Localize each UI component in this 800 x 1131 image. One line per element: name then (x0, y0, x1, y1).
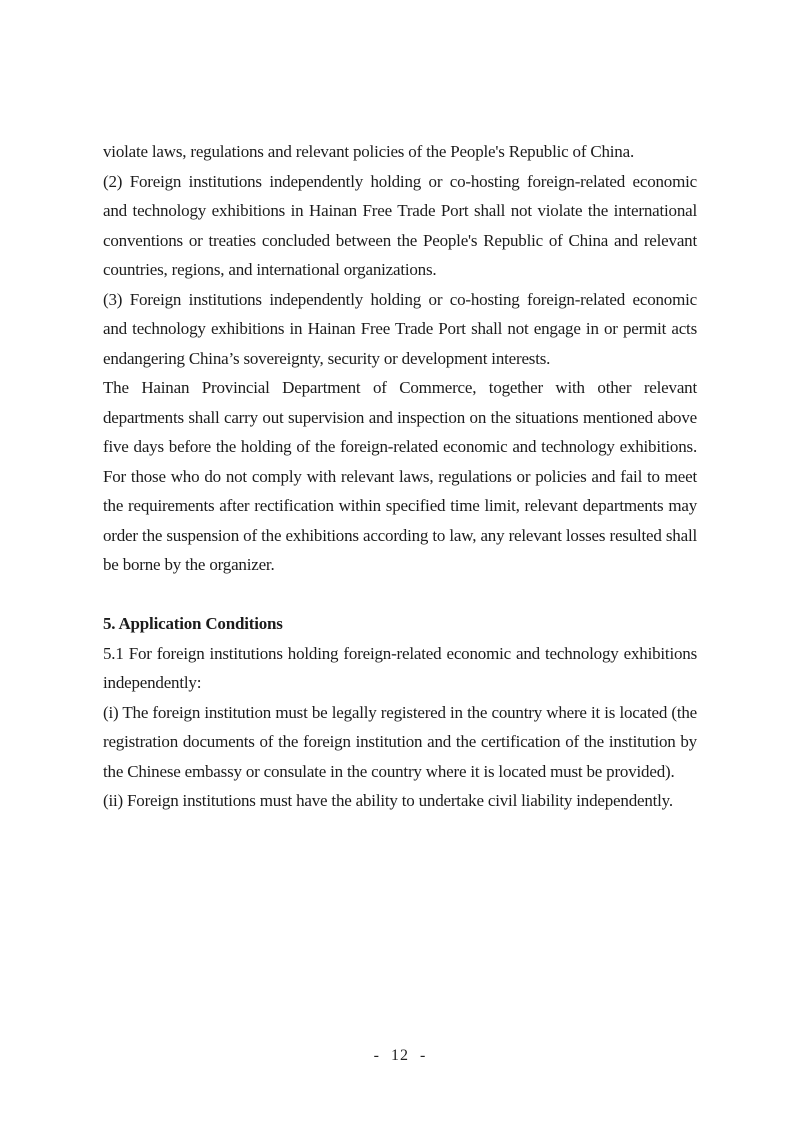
paragraph: violate laws, regulations and relevant policies of the People's Republic of China. (103, 142, 634, 161)
section-heading: 5. Application Conditions (103, 614, 283, 633)
paragraph: (2) Foreign institutions independently holding or co-hosting foreign-related economic and technology exhibitions in Hainan Free Trade Port shall not violate the international conventions or treaties concluded between the People's Republic of China and relevant countries, regions, and international organizations. (103, 171, 697, 279)
paragraph: (ii) Foreign institutions must have the ability to undertake civil liability independently. (103, 791, 673, 810)
page-number: - 12 - (373, 1047, 427, 1064)
paragraph: The Hainan Provincial Department of Commerce, together with other relevant departments shall carry out supervision and inspection on the situations mentioned above five days before the holding of the foreign-related economic and technology exhibitions. For those who do not comply with relevant laws, regulations or policies and fail to meet the requirements after rectification within specified time limit, relevant departments may order the suspension of the exhibitions according to law, any relevant losses resulted shall be borne by the organizer. (103, 378, 697, 574)
document-body (103, 137, 697, 816)
page-footer (0, 1044, 800, 1068)
paragraph: (i) The foreign institution must be legally registered in the country where it is located (the registration documents of the foreign institution and the certification of the institution by the Chinese embassy or consulate in the country where it is located must be provided). (103, 702, 697, 781)
paragraph: (3) Foreign institutions independently holding or co-hosting foreign-related economic and technology exhibitions in Hainan Free Trade Port shall not engage in or permit acts endangering China’s sovereignty, security or development interests. (103, 289, 697, 368)
paragraph: 5.1 For foreign institutions holding foreign-related economic and technology exhibitions independently: (103, 643, 697, 692)
